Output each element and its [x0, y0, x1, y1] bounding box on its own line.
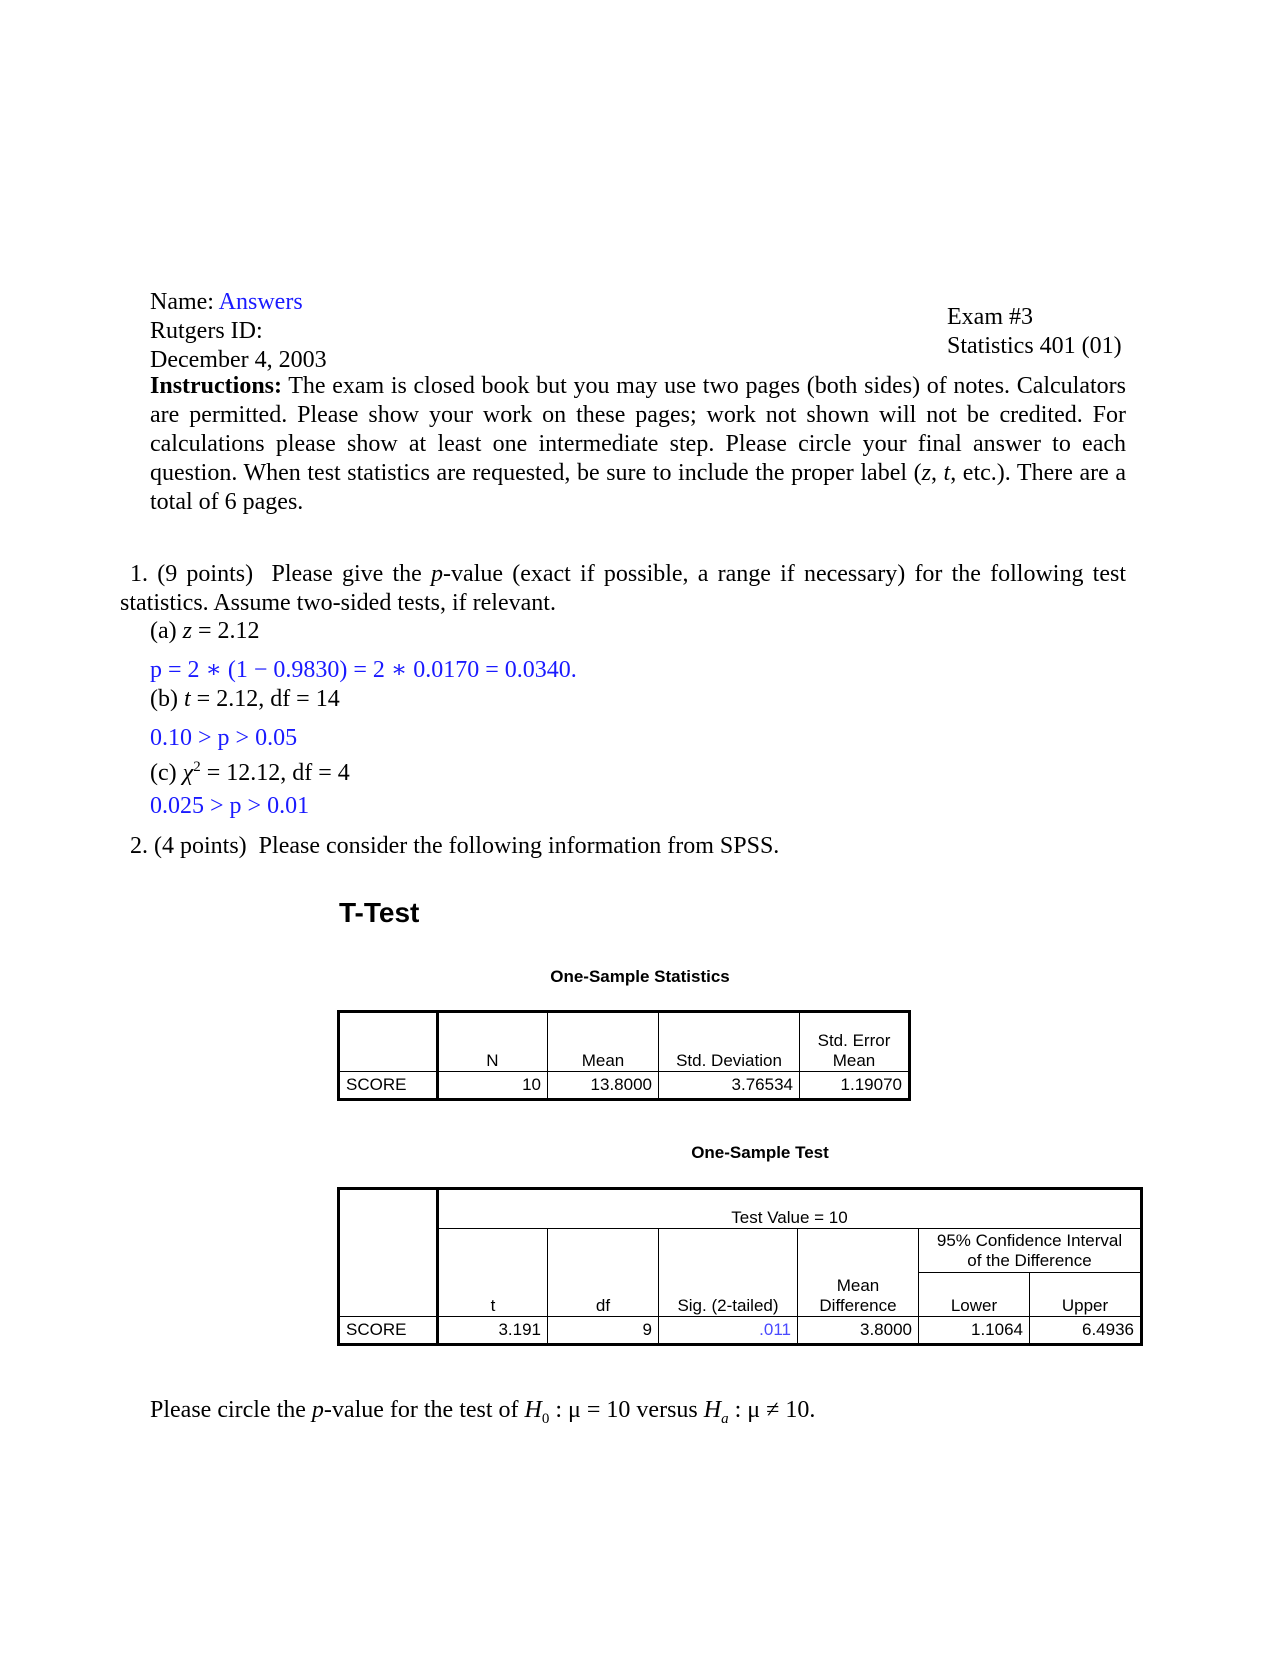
- stats-header-se-2: Mean: [832, 1051, 876, 1070]
- q2-h0-rest: : μ = 10 versus: [549, 1397, 704, 1423]
- q1-c-rest: = 12.12, df = 4: [200, 760, 350, 786]
- ci-label: [919, 1229, 1142, 1273]
- q1-c-var: χ: [182, 760, 194, 786]
- question-2: [120, 832, 779, 861]
- stats-cell-sd: 3.76534: [659, 1072, 800, 1100]
- q2-points: (4 points): [154, 833, 247, 859]
- q1-b-answer: 0.10 > p > 0.05: [150, 725, 298, 751]
- stats-row-label: SCORE: [339, 1072, 438, 1100]
- test-header-t: t: [438, 1229, 548, 1317]
- stats-header-mean: Mean: [548, 1012, 659, 1072]
- name-value: Answers: [218, 289, 303, 315]
- course-name: Statistics 401 (01): [947, 333, 1122, 359]
- instructions: [150, 372, 1126, 517]
- q1-p: p: [431, 561, 444, 587]
- q2-ha-sub: a: [721, 1410, 729, 1427]
- q1-a-answer: p = 2 ∗ (1 − 0.9830) = 2 ∗ 0.0170 = 0.0340.: [150, 657, 577, 683]
- stats-header-se-1: Std. Error: [817, 1031, 891, 1050]
- exam-date: December 4, 2003: [150, 347, 327, 373]
- test-row-label: SCORE: [339, 1317, 438, 1345]
- test-header-upper: Upper: [1030, 1273, 1142, 1317]
- test-cell-lower: 1.1064: [919, 1317, 1030, 1345]
- ttest-title: T-Test: [339, 897, 420, 928]
- label-z: z: [921, 460, 931, 486]
- test-cell-upper: 6.4936: [1030, 1317, 1142, 1345]
- stats-header-n: [438, 1012, 548, 1072]
- stats-cell-mean: 13.8000: [548, 1072, 659, 1100]
- stats-caption: One-Sample Statistics: [550, 967, 730, 986]
- q1-c-label: (c): [150, 760, 183, 786]
- q2-number: 2.: [130, 833, 148, 859]
- test-header-md-1: Mean: [836, 1276, 880, 1295]
- q2-circle-text-2: -value for the test of: [323, 1397, 525, 1423]
- instructions-text-2: , etc.). There are a total of 6 pages.: [150, 460, 1127, 515]
- q1-part-a: [150, 617, 260, 646]
- question-1: [120, 560, 1126, 618]
- stats-header-blank: [339, 1012, 438, 1072]
- instructions-text-1: The exam is closed book but you may use two pages (both sides) of notes. Calculators are permitted. Please show your work on these pages; work not shown will not be credited. For calculations please show at least one intermediate step. Please circle your final answer to each question. When test statistics are requested, be sure to include the proper label (: [150, 373, 1126, 486]
- q2-ha: H: [703, 1397, 722, 1423]
- ci-label-2: of the Difference: [967, 1250, 1092, 1270]
- q1-a-var: z: [182, 618, 192, 644]
- stats-header-se: [800, 1012, 910, 1072]
- instructions-comma: ,: [930, 460, 944, 486]
- label-t: t: [943, 460, 951, 486]
- q1-c-sup: 2: [193, 759, 201, 775]
- test-caption: One-Sample Test: [691, 1143, 829, 1162]
- ci-label-1: 95% Confidence Interval: [936, 1230, 1123, 1250]
- name-label: Name:: [150, 289, 214, 315]
- stats-cell-n: 10: [438, 1072, 548, 1100]
- name-line: [150, 288, 303, 317]
- one-sample-statistics-table: [337, 1010, 911, 1101]
- test-header-md-2: Difference: [819, 1296, 897, 1315]
- q1-b-label: (b): [150, 686, 184, 712]
- q1-a-label: (a): [150, 618, 183, 644]
- test-cell-sig: .011: [659, 1317, 798, 1345]
- q1-a-rest: = 2.12: [191, 618, 260, 644]
- test-header-md: [798, 1229, 919, 1317]
- q1-part-b: [150, 685, 340, 714]
- rutgers-id-label: Rutgers ID:: [150, 318, 263, 344]
- q1-part-c: [150, 753, 350, 788]
- q2-p: p: [311, 1397, 324, 1423]
- test-header-lower: Lower: [919, 1273, 1030, 1317]
- exam-number: Exam #3: [947, 304, 1033, 330]
- q1-number: 1.: [130, 561, 148, 587]
- test-cell-t: 3.191: [438, 1317, 548, 1345]
- test-header-blank: [339, 1189, 438, 1317]
- q2-h0-sub: 0: [541, 1410, 550, 1427]
- q1-text-2: -value (exact if possible, a range if necessary) for the following test statistics. Assume two-sided tests, if relevant.: [120, 561, 1127, 616]
- test-header-sig: Sig. (2-tailed): [659, 1229, 798, 1317]
- test-value-label: Test Value = 10: [438, 1189, 1142, 1229]
- q2-circle-instruction: [150, 1396, 815, 1434]
- one-sample-test-table: [337, 1187, 1143, 1346]
- q2-ha-rest: : μ ≠ 10.: [728, 1397, 816, 1423]
- stats-header-n-text: N: [486, 1051, 499, 1070]
- stats-header-sd: Std. Deviation: [659, 1012, 800, 1072]
- q2-circle-text-1: Please circle the: [150, 1397, 312, 1423]
- test-cell-md: 3.8000: [798, 1317, 919, 1345]
- instructions-label: Instructions:: [150, 373, 283, 399]
- test-header-df: df: [548, 1229, 659, 1317]
- test-cell-df: 9: [548, 1317, 659, 1345]
- q1-c-answer: 0.025 > p > 0.01: [150, 793, 310, 819]
- stats-cell-se: 1.19070: [800, 1072, 910, 1100]
- q1-text-1: Please give the: [271, 561, 432, 587]
- q1-b-var: t: [183, 686, 191, 712]
- q1-points: (9 points): [157, 561, 254, 587]
- q2-h0: H: [524, 1397, 542, 1423]
- q1-b-rest: = 2.12, df = 14: [190, 686, 340, 712]
- q2-text: Please consider the following information from SPSS.: [258, 833, 780, 859]
